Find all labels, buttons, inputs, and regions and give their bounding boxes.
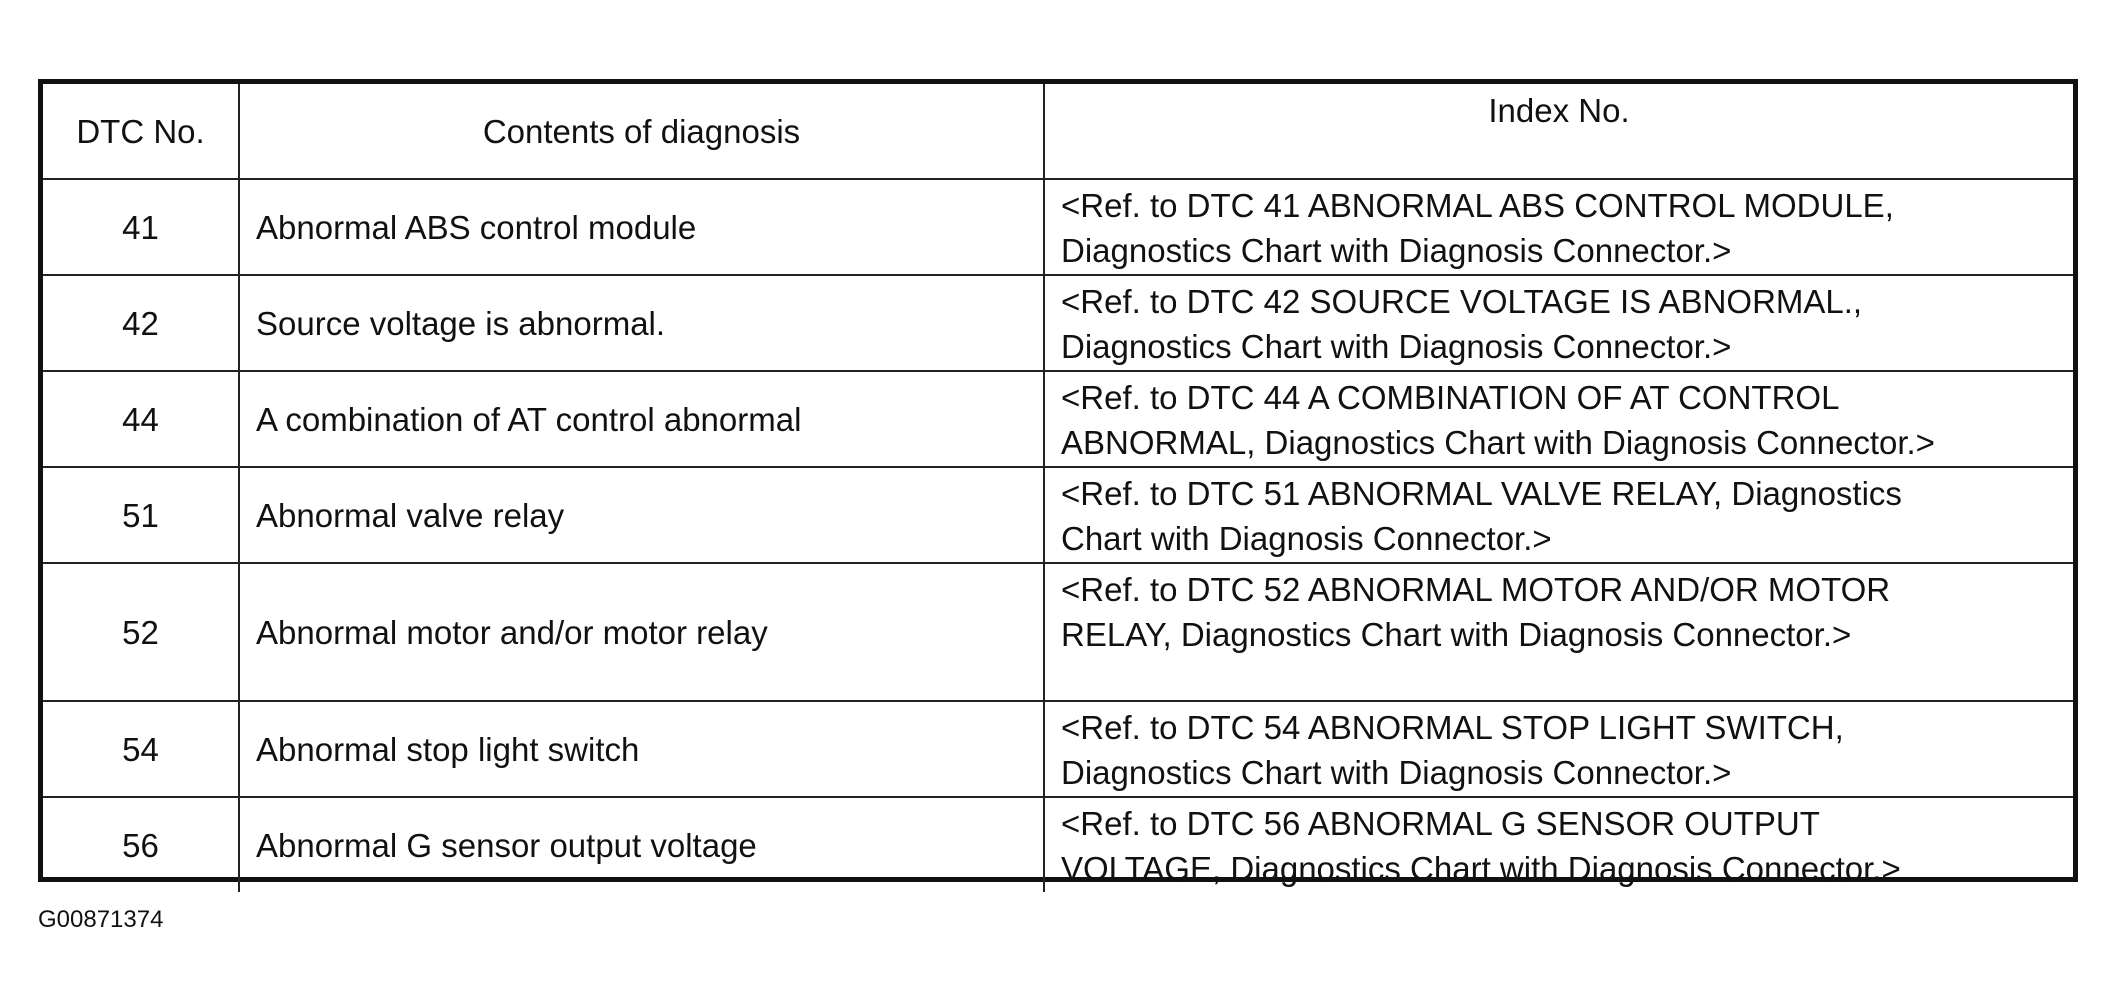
table-row — [43, 179, 2073, 275]
index-reference-line: VOLTAGE, Diagnostics Chart with Diagnosis Connector.> — [1061, 850, 1901, 887]
index-reference-line: Diagnostics Chart with Diagnosis Connector.> — [1061, 754, 1732, 791]
table-header-row — [43, 84, 2073, 179]
index-reference-line: <Ref. to DTC 54 ABNORMAL STOP LIGHT SWITCH, — [1061, 709, 1844, 746]
index-reference-line: Diagnostics Chart with Diagnosis Connector.> — [1061, 328, 1732, 365]
table-row — [43, 275, 2073, 371]
index-reference-cell[interactable] — [1044, 797, 2073, 892]
table-row — [43, 371, 2073, 467]
diagnosis-contents-cell: Source voltage is abnormal. — [239, 275, 1044, 371]
index-reference-cell[interactable] — [1044, 179, 2073, 275]
header-index-no: Index No. — [1044, 84, 2073, 179]
index-reference-line: <Ref. to DTC 56 ABNORMAL G SENSOR OUTPUT — [1061, 805, 1820, 842]
diagnosis-contents-cell: Abnormal motor and/or motor relay — [239, 563, 1044, 701]
table-row — [43, 467, 2073, 563]
dtc-code-cell: 44 — [43, 371, 239, 467]
table-row — [43, 701, 2073, 797]
index-reference-cell[interactable] — [1044, 371, 2073, 467]
dtc-code-cell: 42 — [43, 275, 239, 371]
table-row — [43, 797, 2073, 892]
index-reference-line: <Ref. to DTC 44 A COMBINATION OF AT CONTROL — [1061, 379, 1840, 416]
figure-id-label: G00871374 — [38, 906, 164, 933]
dtc-code-cell: 54 — [43, 701, 239, 797]
diagnosis-contents-cell: Abnormal stop light switch — [239, 701, 1044, 797]
index-reference-cell[interactable] — [1044, 467, 2073, 563]
index-reference-cell[interactable] — [1044, 701, 2073, 797]
dtc-code-cell: 51 — [43, 467, 239, 563]
diagnosis-contents-cell: Abnormal valve relay — [239, 467, 1044, 563]
table-row — [43, 563, 2073, 701]
index-reference-line: <Ref. to DTC 52 ABNORMAL MOTOR AND/OR MOTOR — [1061, 571, 1891, 608]
index-reference-line: <Ref. to DTC 41 ABNORMAL ABS CONTROL MODULE, — [1061, 187, 1894, 224]
index-reference-line: ABNORMAL, Diagnostics Chart with Diagnosis Connector.> — [1061, 424, 1935, 461]
diagnosis-contents-cell: Abnormal ABS control module — [239, 179, 1044, 275]
index-reference-line: Diagnostics Chart with Diagnosis Connector.> — [1061, 232, 1732, 269]
header-contents-of-diagnosis: Contents of diagnosis — [239, 84, 1044, 179]
diagnosis-contents-cell: Abnormal G sensor output voltage — [239, 797, 1044, 892]
header-dtc-no: DTC No. — [43, 84, 239, 179]
dtc-table — [43, 84, 2073, 892]
diagnosis-contents-cell: A combination of AT control abnormal — [239, 371, 1044, 467]
index-reference-line: <Ref. to DTC 42 SOURCE VOLTAGE IS ABNORMAL., — [1061, 283, 1863, 320]
index-reference-line: <Ref. to DTC 51 ABNORMAL VALVE RELAY, Diagnostics — [1061, 475, 1902, 512]
index-reference-cell[interactable] — [1044, 563, 2073, 701]
dtc-code-cell: 41 — [43, 179, 239, 275]
index-reference-cell[interactable] — [1044, 275, 2073, 371]
dtc-table-frame — [38, 79, 2078, 887]
index-reference-line: Chart with Diagnosis Connector.> — [1061, 520, 1552, 557]
index-reference-line: RELAY, Diagnostics Chart with Diagnosis Connector.> — [1061, 616, 1852, 653]
dtc-code-cell: 56 — [43, 797, 239, 892]
dtc-code-cell: 52 — [43, 563, 239, 701]
